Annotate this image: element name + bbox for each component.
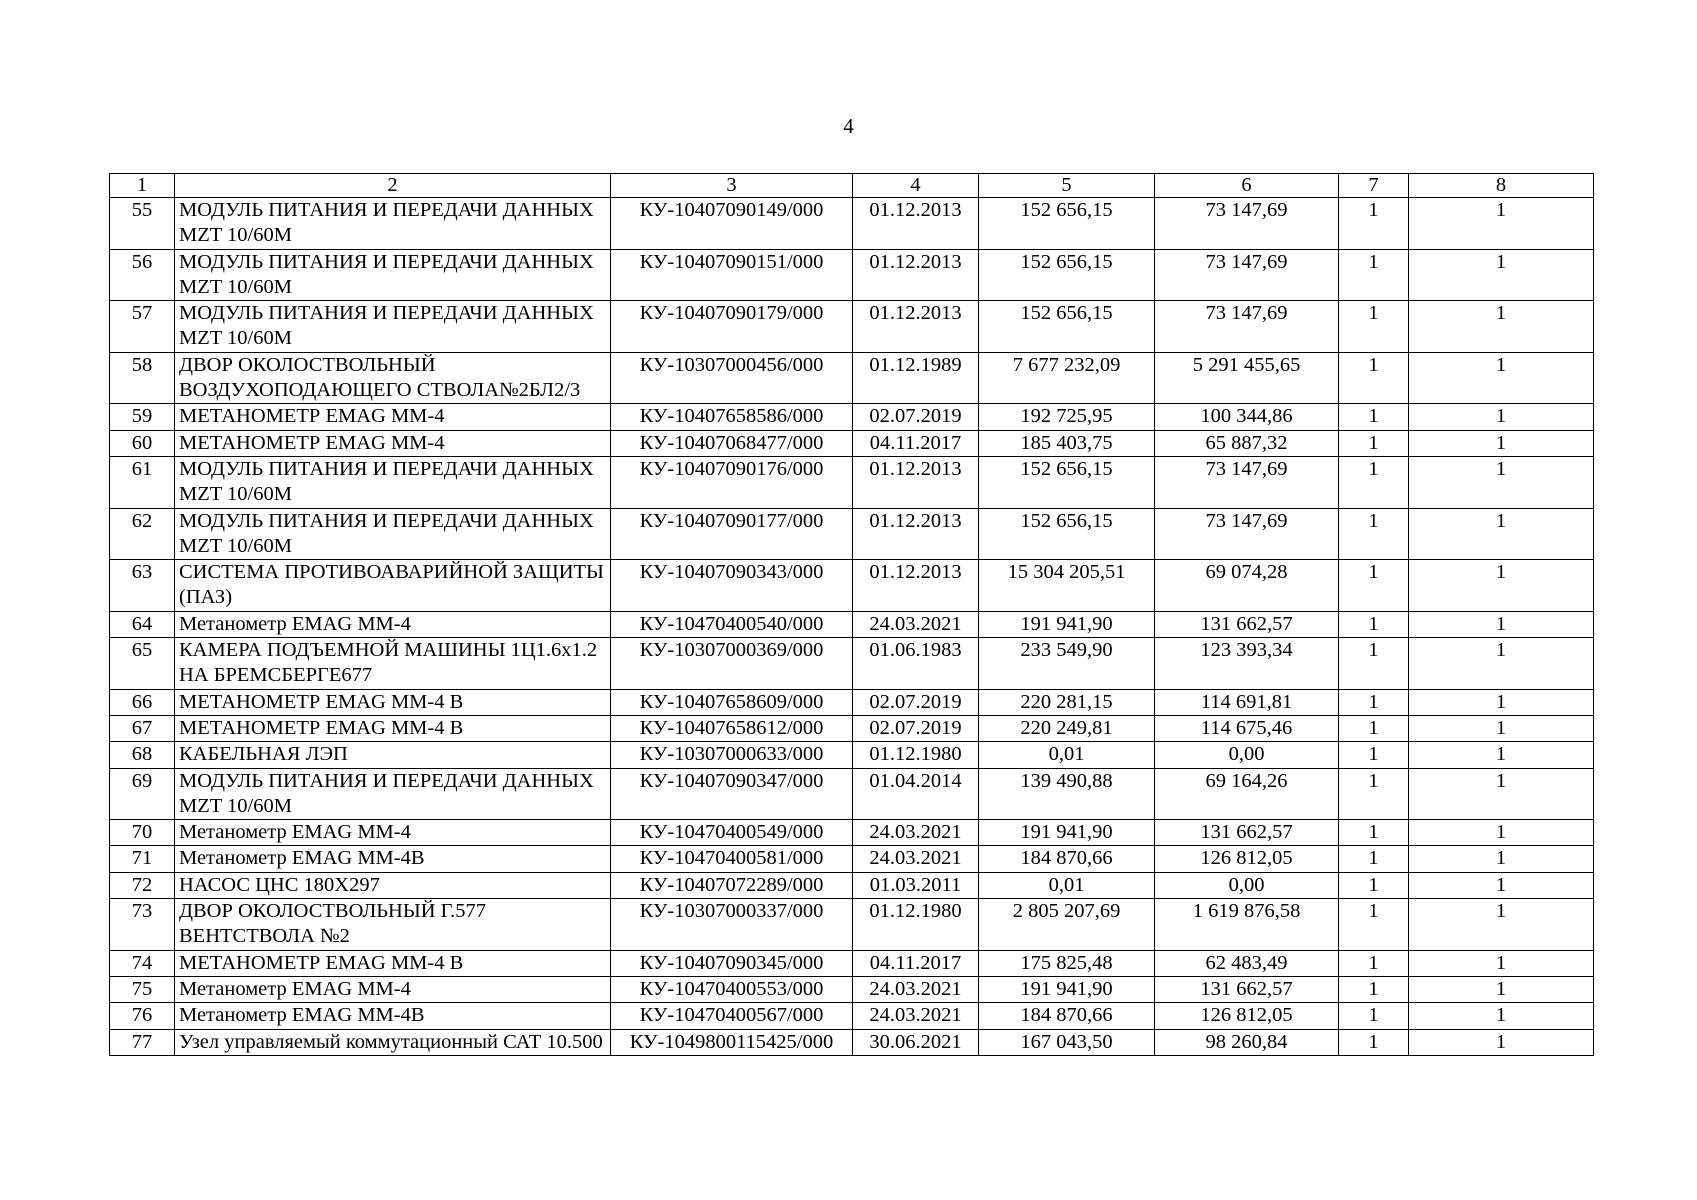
- initial-value: 0,01: [979, 742, 1155, 768]
- row-number: 58: [110, 352, 175, 404]
- table-row: [110, 456, 1594, 508]
- column-header: 3: [611, 174, 853, 198]
- quantity-cell: 1: [1339, 611, 1409, 637]
- initial-value: 175 825,48: [979, 950, 1155, 976]
- initial-value: 139 490,88: [979, 768, 1155, 820]
- quantity-cell: 1: [1409, 742, 1594, 768]
- commission-date: 24.03.2021: [853, 1003, 979, 1029]
- inventory-code: КУ-10407090177/000: [611, 508, 853, 560]
- commission-date: 01.12.2013: [853, 508, 979, 560]
- residual-value: 1 619 876,58: [1155, 899, 1339, 951]
- commission-date: 01.12.2013: [853, 198, 979, 250]
- inventory-code: КУ-10307000633/000: [611, 742, 853, 768]
- inventory-code: КУ-10407090179/000: [611, 301, 853, 353]
- quantity-cell: 1: [1409, 1003, 1594, 1029]
- initial-value: 191 941,90: [979, 976, 1155, 1002]
- quantity-cell: 1: [1339, 846, 1409, 872]
- initial-value: 152 656,15: [979, 456, 1155, 508]
- inventory-table: [109, 173, 1594, 1056]
- table-row: [110, 560, 1594, 612]
- commission-date: 01.12.1980: [853, 899, 979, 951]
- table-row: [110, 611, 1594, 637]
- initial-value: 192 725,95: [979, 404, 1155, 430]
- residual-value: 131 662,57: [1155, 820, 1339, 846]
- item-name: КАМЕРА ПОДЪЕМНОЙ МАШИНЫ 1Ц1.6х1.2 НА БРЕМСБЕРГЕ677: [175, 638, 611, 690]
- residual-value: 73 147,69: [1155, 508, 1339, 560]
- quantity-cell: 1: [1409, 846, 1594, 872]
- quantity-cell: 1: [1339, 249, 1409, 301]
- quantity-cell: 1: [1339, 689, 1409, 715]
- item-name: НАСОС ЦНС 180Х297: [175, 872, 611, 898]
- commission-date: 01.12.2013: [853, 560, 979, 612]
- quantity-cell: 1: [1409, 950, 1594, 976]
- item-name: ДВОР ОКОЛОСТВОЛЬНЫЙ ВОЗДУХОПОДАЮЩЕГО СТВОЛА№2БЛ2/3: [175, 352, 611, 404]
- quantity-cell: 1: [1409, 715, 1594, 741]
- row-number: 69: [110, 768, 175, 820]
- commission-date: 01.12.2013: [853, 301, 979, 353]
- item-name: МОДУЛЬ ПИТАНИЯ И ПЕРЕДАЧИ ДАННЫХ MZT 10/60M: [175, 198, 611, 250]
- row-number: 71: [110, 846, 175, 872]
- item-name: МОДУЛЬ ПИТАНИЯ И ПЕРЕДАЧИ ДАННЫХ MZT 10/60M: [175, 301, 611, 353]
- quantity-cell: 1: [1409, 689, 1594, 715]
- initial-value: 0,01: [979, 872, 1155, 898]
- commission-date: 04.11.2017: [853, 430, 979, 456]
- row-number: 73: [110, 899, 175, 951]
- quantity-cell: 1: [1339, 1003, 1409, 1029]
- item-name: Метанометр EMAG MM-4: [175, 820, 611, 846]
- quantity-cell: 1: [1409, 404, 1594, 430]
- item-name: МЕТАНОМЕТР EMAG MM-4 B: [175, 950, 611, 976]
- commission-date: 01.12.1989: [853, 352, 979, 404]
- quantity-cell: 1: [1339, 742, 1409, 768]
- residual-value: 0,00: [1155, 872, 1339, 898]
- quantity-cell: 1: [1339, 638, 1409, 690]
- row-number: 55: [110, 198, 175, 250]
- initial-value: 220 249,81: [979, 715, 1155, 741]
- residual-value: 114 675,46: [1155, 715, 1339, 741]
- quantity-cell: 1: [1339, 1029, 1409, 1055]
- initial-value: 152 656,15: [979, 249, 1155, 301]
- residual-value: 126 812,05: [1155, 1003, 1339, 1029]
- column-header: 2: [175, 174, 611, 198]
- residual-value: 5 291 455,65: [1155, 352, 1339, 404]
- row-number: 77: [110, 1029, 175, 1055]
- table-row: [110, 846, 1594, 872]
- inventory-code: КУ-10407090345/000: [611, 950, 853, 976]
- commission-date: 01.12.1980: [853, 742, 979, 768]
- residual-value: 73 147,69: [1155, 249, 1339, 301]
- initial-value: 167 043,50: [979, 1029, 1155, 1055]
- table-row: [110, 301, 1594, 353]
- item-name: МЕТАНОМЕТР EMAG MM-4: [175, 430, 611, 456]
- quantity-cell: 1: [1409, 560, 1594, 612]
- table-row: [110, 950, 1594, 976]
- item-name: Узел управляемый коммутационный САТ 10.500: [175, 1029, 611, 1055]
- column-header: 4: [853, 174, 979, 198]
- residual-value: 123 393,34: [1155, 638, 1339, 690]
- inventory-code: КУ-10470400540/000: [611, 611, 853, 637]
- commission-date: 04.11.2017: [853, 950, 979, 976]
- quantity-cell: 1: [1409, 249, 1594, 301]
- quantity-cell: 1: [1339, 872, 1409, 898]
- item-name: Метанометр EMAG MM-4B: [175, 846, 611, 872]
- inventory-code: КУ-10470400553/000: [611, 976, 853, 1002]
- table-row: [110, 899, 1594, 951]
- row-number: 59: [110, 404, 175, 430]
- residual-value: 98 260,84: [1155, 1029, 1339, 1055]
- inventory-code: КУ-1049800115425/000: [611, 1029, 853, 1055]
- commission-date: 01.06.1983: [853, 638, 979, 690]
- table-row: [110, 404, 1594, 430]
- quantity-cell: 1: [1409, 352, 1594, 404]
- row-number: 75: [110, 976, 175, 1002]
- quantity-cell: 1: [1409, 1029, 1594, 1055]
- row-number: 70: [110, 820, 175, 846]
- item-name: МЕТАНОМЕТР EMAG MM-4 B: [175, 689, 611, 715]
- residual-value: 100 344,86: [1155, 404, 1339, 430]
- commission-date: 01.03.2011: [853, 872, 979, 898]
- commission-date: 24.03.2021: [853, 611, 979, 637]
- quantity-cell: 1: [1409, 872, 1594, 898]
- item-name: Метанометр EMAG MM-4: [175, 976, 611, 1002]
- initial-value: 233 549,90: [979, 638, 1155, 690]
- item-name: Метанометр EMAG MM-4: [175, 611, 611, 637]
- inventory-code: КУ-10407090149/000: [611, 198, 853, 250]
- inventory-code: КУ-10470400581/000: [611, 846, 853, 872]
- row-number: 56: [110, 249, 175, 301]
- initial-value: 184 870,66: [979, 846, 1155, 872]
- commission-date: 24.03.2021: [853, 820, 979, 846]
- quantity-cell: 1: [1339, 976, 1409, 1002]
- table-row: [110, 638, 1594, 690]
- column-header: 1: [110, 174, 175, 198]
- quantity-cell: 1: [1339, 404, 1409, 430]
- initial-value: 191 941,90: [979, 820, 1155, 846]
- inventory-code: КУ-10407090176/000: [611, 456, 853, 508]
- inventory-code: КУ-10407658612/000: [611, 715, 853, 741]
- item-name: МОДУЛЬ ПИТАНИЯ И ПЕРЕДАЧИ ДАННЫХ MZT 10/60M: [175, 249, 611, 301]
- residual-value: 0,00: [1155, 742, 1339, 768]
- initial-value: 220 281,15: [979, 689, 1155, 715]
- quantity-cell: 1: [1339, 301, 1409, 353]
- item-name: МОДУЛЬ ПИТАНИЯ И ПЕРЕДАЧИ ДАННЫХ MZT 10/60M: [175, 456, 611, 508]
- inventory-code: КУ-10407072289/000: [611, 872, 853, 898]
- initial-value: 15 304 205,51: [979, 560, 1155, 612]
- row-number: 65: [110, 638, 175, 690]
- item-name: ДВОР ОКОЛОСТВОЛЬНЫЙ Г.577 ВЕНТСТВОЛА №2: [175, 899, 611, 951]
- item-name: МОДУЛЬ ПИТАНИЯ И ПЕРЕДАЧИ ДАННЫХ MZT 10/60M: [175, 768, 611, 820]
- quantity-cell: 1: [1409, 976, 1594, 1002]
- inventory-code: КУ-10407658586/000: [611, 404, 853, 430]
- item-name: МЕТАНОМЕТР EMAG MM-4 B: [175, 715, 611, 741]
- inventory-code: КУ-10307000456/000: [611, 352, 853, 404]
- inventory-code: КУ-10470400567/000: [611, 1003, 853, 1029]
- initial-value: 184 870,66: [979, 1003, 1155, 1029]
- initial-value: 152 656,15: [979, 301, 1155, 353]
- commission-date: 24.03.2021: [853, 846, 979, 872]
- quantity-cell: 1: [1339, 198, 1409, 250]
- page-number: 4: [843, 114, 854, 138]
- table-row: [110, 689, 1594, 715]
- residual-value: 114 691,81: [1155, 689, 1339, 715]
- column-header: 7: [1339, 174, 1409, 198]
- row-number: 64: [110, 611, 175, 637]
- column-header: 6: [1155, 174, 1339, 198]
- quantity-cell: 1: [1409, 768, 1594, 820]
- item-name: МЕТАНОМЕТР EMAG MM-4: [175, 404, 611, 430]
- quantity-cell: 1: [1339, 820, 1409, 846]
- inventory-code: КУ-10407658609/000: [611, 689, 853, 715]
- item-name: СИСТЕМА ПРОТИВОАВАРИЙНОЙ ЗАЩИТЫ (ПАЗ): [175, 560, 611, 612]
- commission-date: 01.12.2013: [853, 249, 979, 301]
- quantity-cell: 1: [1409, 611, 1594, 637]
- quantity-cell: 1: [1339, 352, 1409, 404]
- residual-value: 69 074,28: [1155, 560, 1339, 612]
- quantity-cell: 1: [1409, 508, 1594, 560]
- inventory-code: КУ-10307000337/000: [611, 899, 853, 951]
- table-row: [110, 508, 1594, 560]
- table-row: [110, 1029, 1594, 1055]
- table-row: [110, 715, 1594, 741]
- table-body: [110, 198, 1594, 1056]
- inventory-code: КУ-10470400549/000: [611, 820, 853, 846]
- residual-value: 126 812,05: [1155, 846, 1339, 872]
- table-row: [110, 1003, 1594, 1029]
- table-row: [110, 976, 1594, 1002]
- inventory-code: КУ-10307000369/000: [611, 638, 853, 690]
- table-row: [110, 430, 1594, 456]
- row-number: 72: [110, 872, 175, 898]
- row-number: 76: [110, 1003, 175, 1029]
- column-header: 5: [979, 174, 1155, 198]
- commission-date: 02.07.2019: [853, 715, 979, 741]
- item-name: Метанометр EMAG MM-4B: [175, 1003, 611, 1029]
- quantity-cell: 1: [1339, 715, 1409, 741]
- commission-date: 02.07.2019: [853, 404, 979, 430]
- commission-date: 24.03.2021: [853, 976, 979, 1002]
- item-name: МОДУЛЬ ПИТАНИЯ И ПЕРЕДАЧИ ДАННЫХ MZT 10/60M: [175, 508, 611, 560]
- inventory-code: КУ-10407090343/000: [611, 560, 853, 612]
- inventory-code: КУ-10407090347/000: [611, 768, 853, 820]
- table-row: [110, 820, 1594, 846]
- table-row: [110, 742, 1594, 768]
- row-number: 67: [110, 715, 175, 741]
- quantity-cell: 1: [1409, 301, 1594, 353]
- quantity-cell: 1: [1339, 899, 1409, 951]
- row-number: 63: [110, 560, 175, 612]
- residual-value: 73 147,69: [1155, 456, 1339, 508]
- column-header: 8: [1409, 174, 1594, 198]
- initial-value: 152 656,15: [979, 508, 1155, 560]
- initial-value: 191 941,90: [979, 611, 1155, 637]
- row-number: 66: [110, 689, 175, 715]
- residual-value: 69 164,26: [1155, 768, 1339, 820]
- residual-value: 73 147,69: [1155, 301, 1339, 353]
- inventory-code: КУ-10407068477/000: [611, 430, 853, 456]
- quantity-cell: 1: [1339, 456, 1409, 508]
- row-number: 57: [110, 301, 175, 353]
- quantity-cell: 1: [1339, 950, 1409, 976]
- quantity-cell: 1: [1409, 899, 1594, 951]
- quantity-cell: 1: [1409, 820, 1594, 846]
- item-name: КАБЕЛЬНАЯ ЛЭП: [175, 742, 611, 768]
- residual-value: 73 147,69: [1155, 198, 1339, 250]
- table-row: [110, 768, 1594, 820]
- commission-date: 01.04.2014: [853, 768, 979, 820]
- residual-value: 131 662,57: [1155, 611, 1339, 637]
- quantity-cell: 1: [1339, 508, 1409, 560]
- quantity-cell: 1: [1409, 430, 1594, 456]
- residual-value: 131 662,57: [1155, 976, 1339, 1002]
- residual-value: 65 887,32: [1155, 430, 1339, 456]
- initial-value: 2 805 207,69: [979, 899, 1155, 951]
- quantity-cell: 1: [1339, 560, 1409, 612]
- inventory-code: КУ-10407090151/000: [611, 249, 853, 301]
- row-number: 74: [110, 950, 175, 976]
- quantity-cell: 1: [1409, 198, 1594, 250]
- row-number: 68: [110, 742, 175, 768]
- initial-value: 152 656,15: [979, 198, 1155, 250]
- quantity-cell: 1: [1409, 638, 1594, 690]
- commission-date: 30.06.2021: [853, 1029, 979, 1055]
- row-number: 62: [110, 508, 175, 560]
- initial-value: 7 677 232,09: [979, 352, 1155, 404]
- residual-value: 62 483,49: [1155, 950, 1339, 976]
- table-row: [110, 198, 1594, 250]
- table-row: [110, 249, 1594, 301]
- quantity-cell: 1: [1339, 430, 1409, 456]
- quantity-cell: 1: [1339, 768, 1409, 820]
- commission-date: 02.07.2019: [853, 689, 979, 715]
- commission-date: 01.12.2013: [853, 456, 979, 508]
- row-number: 61: [110, 456, 175, 508]
- row-number: 60: [110, 430, 175, 456]
- table-row: [110, 352, 1594, 404]
- quantity-cell: 1: [1409, 456, 1594, 508]
- table-row: [110, 872, 1594, 898]
- initial-value: 185 403,75: [979, 430, 1155, 456]
- column-number-row: [110, 174, 1594, 198]
